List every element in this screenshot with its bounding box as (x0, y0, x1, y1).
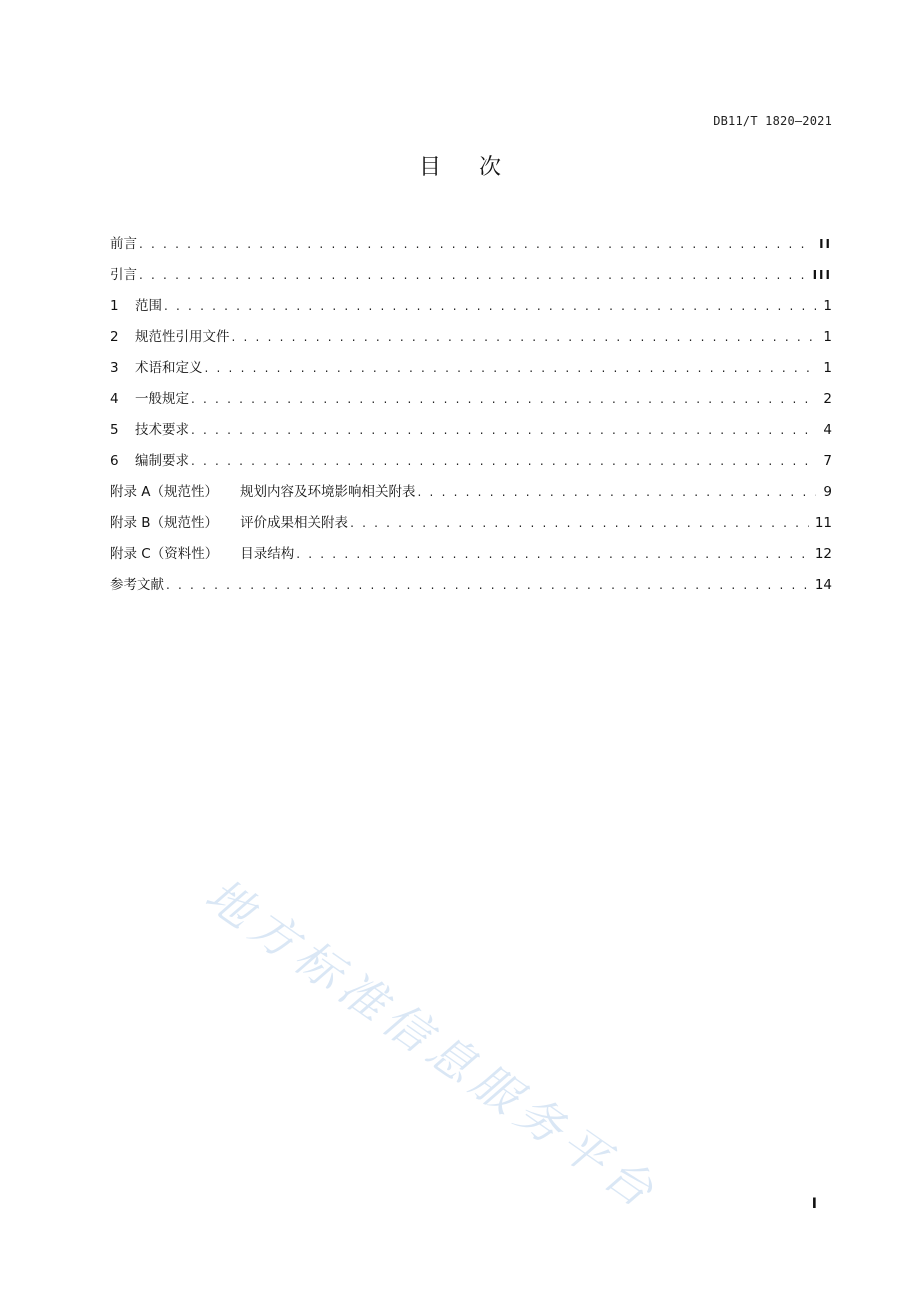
toc-entry-scope[interactable] (110, 295, 832, 326)
page-title: 目次 (418, 155, 539, 180)
toc-entry-appendix-c[interactable] (110, 543, 832, 574)
toc-entry-label: 引言 (110, 267, 137, 283)
toc-section-number: 3 (110, 360, 119, 376)
toc-section-number: 6 (110, 453, 119, 469)
toc-entry-appendix-a[interactable] (110, 481, 832, 512)
toc-page-number: 11 (814, 515, 832, 531)
toc-entry-compilation-requirements[interactable] (110, 450, 832, 481)
toc-page-number: 9 (823, 484, 832, 500)
toc-entry-appendix-b[interactable] (110, 512, 832, 543)
toc-page-number: 1 (823, 329, 832, 345)
toc-dot-leader (191, 450, 816, 472)
toc-entry-label: 规范性引用文件 (135, 329, 230, 345)
toc-entry-subtitle: 评价成果相关附表 (240, 515, 349, 531)
toc-entry-gap (218, 512, 240, 534)
toc-page-number: 4 (823, 422, 832, 438)
toc-entry-gap (218, 481, 240, 503)
toc-page-number: II (819, 237, 832, 251)
toc-entry-terms-definitions[interactable] (110, 357, 832, 388)
table-of-contents (110, 233, 832, 605)
toc-dot-leader (166, 574, 809, 596)
watermark: 地方标准信息服务平台 (195, 867, 670, 1222)
toc-section-number: 2 (110, 329, 119, 345)
toc-entry-normative-references[interactable] (110, 326, 832, 357)
toc-dot-leader (191, 388, 816, 410)
toc-page-number: 7 (823, 453, 832, 469)
toc-page-number: 1 (823, 298, 832, 314)
toc-entry-label: 术语和定义 (135, 360, 203, 376)
toc-entry-general-provisions[interactable] (110, 388, 832, 419)
document-code: DB11/T 1820—2021 (713, 114, 832, 128)
toc-entry-technical-requirements[interactable] (110, 419, 832, 450)
toc-entry-label: 附录 C（资料性） (110, 546, 219, 562)
toc-dot-leader (191, 419, 816, 441)
toc-dot-leader (164, 295, 816, 317)
toc-entry-gap (218, 543, 240, 565)
toc-section-number: 5 (110, 422, 119, 438)
toc-entry-subtitle: 规划内容及环境影响相关附表 (240, 484, 416, 500)
toc-dot-leader (232, 326, 817, 348)
toc-entry-label: 编制要求 (135, 453, 189, 469)
page-number: I (811, 1196, 817, 1212)
toc-entry-label: 一般规定 (135, 391, 189, 407)
toc-page-number: 12 (814, 546, 832, 562)
toc-dot-leader (418, 481, 816, 503)
toc-dot-leader (139, 264, 807, 286)
toc-dot-leader (296, 543, 809, 565)
toc-entry-label: 技术要求 (135, 422, 189, 438)
toc-section-number: 1 (110, 298, 119, 314)
toc-entry-label: 附录 B（规范性） (110, 515, 219, 531)
toc-entry-subtitle: 目录结构 (240, 546, 295, 562)
toc-section-number: 4 (110, 391, 119, 407)
toc-page-number: 2 (823, 391, 832, 407)
toc-entry-label: 附录 A（规范性） (110, 484, 219, 500)
toc-page-number: 1 (823, 360, 832, 376)
toc-dot-leader (350, 512, 809, 534)
toc-entry-label: 参考文献 (110, 577, 164, 593)
toc-entry-bibliography[interactable] (110, 574, 832, 605)
toc-entry-label: 范围 (135, 298, 162, 314)
toc-entry-introduction[interactable] (110, 264, 832, 295)
toc-dot-leader (205, 357, 817, 379)
toc-entry-foreword[interactable] (110, 233, 832, 264)
toc-page-number: III (812, 268, 832, 282)
toc-dot-leader (139, 233, 813, 255)
toc-page-number: 14 (814, 577, 832, 593)
toc-entry-label: 前言 (110, 236, 137, 252)
